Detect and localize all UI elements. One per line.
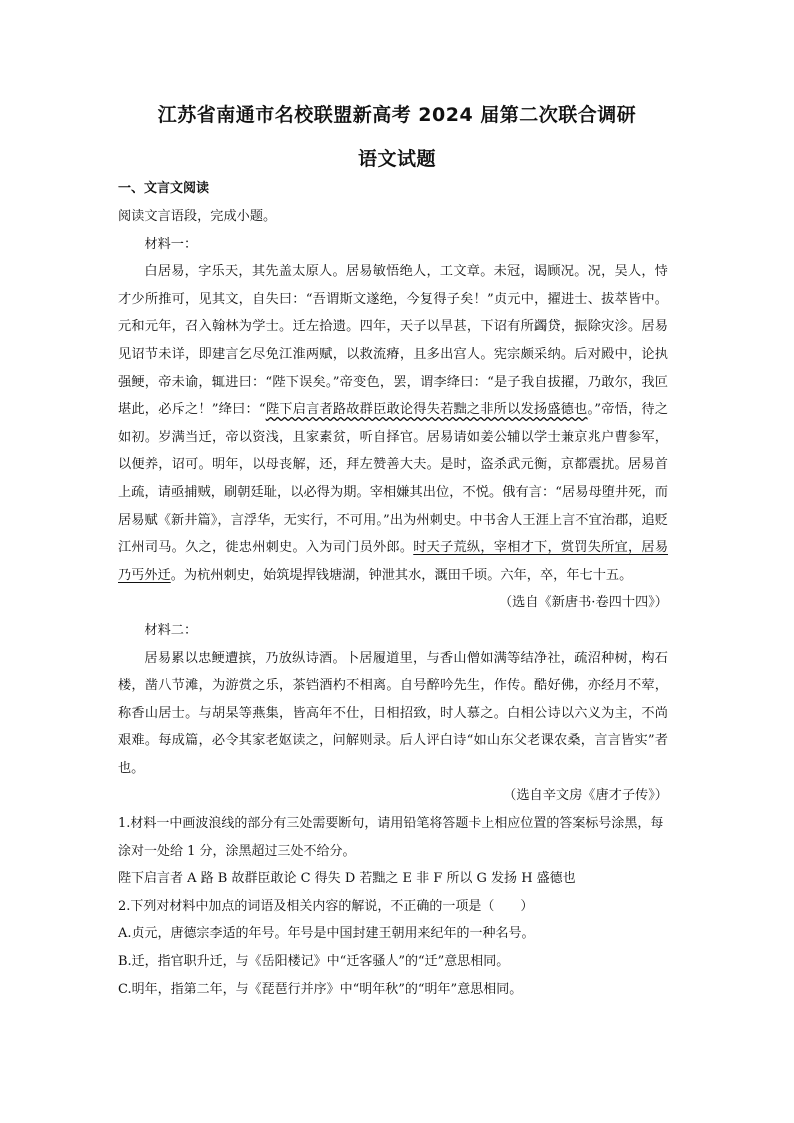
material1-text-part1: 白居易，字乐天，其先盖太原人。居易敏悟绝人，工文章。未冠，谒顾况。况，吴人，恃才少所推可，见其文，自失曰：“吾谓斯文遂绝，今复得子矣！”贞元中，擢进士、拔萃皆中。元和元年，召入翰林为学士。迁左拾遗。四年，天子以旱甚，下诏有所蠲贷，振除灾沴。居易见诏节未详，即建言乞尽免江淮两赋，以救流瘠，且多出宫人。宪宗颇采纳。后对殿中，论执强鲠，帝未谕，辄进曰：“陛下误矣。”帝变色，罢，谓李绛曰：“是子我自拔擢，乃敢尔，我叵堪此，必斥之！”绛曰：“: [118, 264, 668, 418]
material1-source: （选自《新唐书·卷四十四》）: [498, 595, 668, 611]
document-subtitle: 语文试题: [357, 148, 436, 170]
question-2: 2.下列对材料中加点的词语及相关内容的解说，不正确的一项是（ ）: [118, 898, 534, 914]
material1-text-part3: 。为杭州刺史，始筑堤捍钱塘湖，钟泄其水，溉田千顷。六年，卒，年七十五。: [170, 567, 633, 583]
material2-passage: 居易累以忠鲠遭摈，乃放纵诗酒。卜居履道里，与香山僧如满等结净社，疏沼种树，构石楼，凿八节滩，为游赏之乐，茶铛酒杓不相离。自号醉吟先生，作传。酷好佛，亦经月不荤，称香山居士。与胡杲等燕集，皆高年不仕，日相招致，时人慕之。白相公诗以六义为主，不尚艰难。每成篇，必令其家老妪读之，问解则录。后人评白诗“如山东父老课农桑，言言皆实”者也。: [118, 650, 668, 776]
material1-wavy-underline: 陛下启言者路故群臣敢论得失若黜之非所以发扬盛德也: [265, 402, 588, 418]
material2-label: 材料二：: [144, 622, 198, 638]
section-heading: 一、文言文阅读: [118, 181, 210, 196]
question-2-option-c: C.明年，指第二年，与《琵琶行并序》中“明年秋”的“明年”意思相同。: [118, 981, 523, 997]
document-title: 江苏省南通市名校联盟新高考 2024 届第二次联合调研: [157, 104, 637, 126]
material1-underlined-sentence: 时天子荒纵，宰相才下，赏罚失所宜，居易乃丐外迁: [118, 540, 669, 583]
question-1-options: 陛下启言者 A 路 B 故群臣敢论 C 得失 D 若黜之 E 非 F 所以 G 发扬 H 盛德也: [118, 871, 576, 887]
instruction-text: 阅读文言语段，完成小题。: [118, 209, 277, 224]
document-body: [118, 179, 668, 1003]
question-2-option-a: A.贞元，唐德宗李适的年号。年号是中国封建王朝用来纪年的一种名号。: [118, 926, 535, 942]
material1-label: 材料一：: [144, 236, 198, 252]
material1-text-part2: 。”帝悟，待之如初。岁满当迁，帝以资浅，且家素贫，听自择官。居易请如姜公辅以学士兼京兆户曹参军，以便养，诏可。明年，以母丧解，还，拜左赞善大夫。是时，盗杀武元衡，京都震扰。居易首上疏，请亟捕贼，刷朝廷耻，以必得为期。宰相嫌其出位，不悦。俄有言：“居易母堕井死，而居易赋《新井篇》，言浮华，无实行，不可用。”出为州刺史。中书舍人王涯上言不宜治郡，追贬江州司马。久之，徙忠州刺史。入为司门员外郎。: [118, 402, 669, 556]
question-2-option-b: B.迁，指官职升迁，与《岳阳楼记》中“迁客骚人”的“迁”意思相同。: [118, 954, 510, 970]
material1-passage: [118, 258, 668, 589]
material2-source: （选自辛文房《唐才子传》）: [503, 788, 668, 804]
question-1: 1.材料一中画波浪线的部分有三处需要断句，请用铅笔将答题卡上相应位置的答案标号涂黑，每涂对一处给 1 分，涂黑超过三处不给分。: [118, 816, 664, 859]
